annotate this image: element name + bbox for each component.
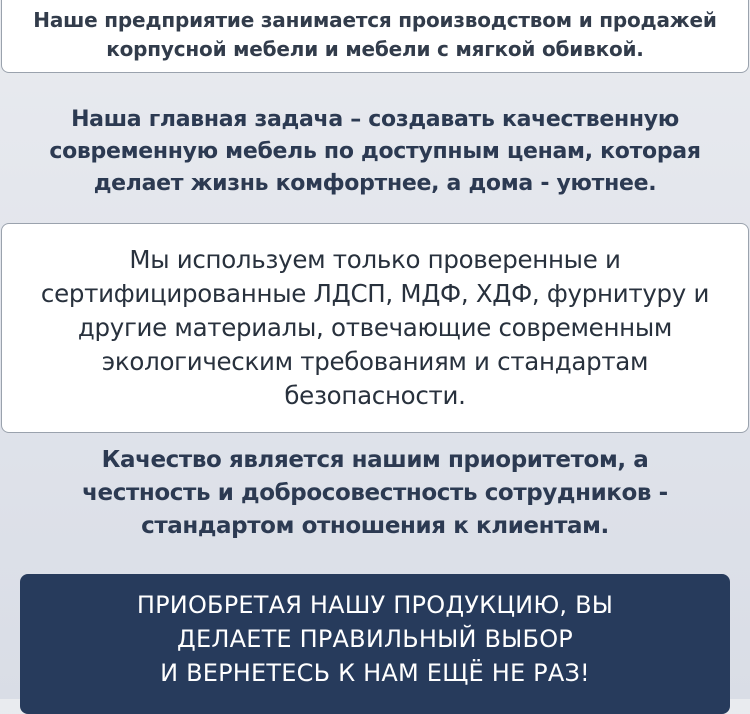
mission-line: современную мебель по доступным ценам, которая: [49, 139, 701, 164]
banner-line: ДЕЛАЕТЕ ПРАВИЛЬНЫЙ ВЫБОР: [177, 625, 573, 653]
materials-card: [1, 223, 749, 433]
quality-line: честность и добросовестность сотрудников -: [82, 480, 668, 506]
materials-text: [41, 243, 709, 413]
quality-line: Качество является нашим приоритетом, а: [101, 447, 649, 473]
materials-line: сертифицированные ЛДСП, МДФ, ХДФ, фурнитуру и: [40, 279, 710, 308]
intro-text: [33, 6, 716, 64]
materials-line: Мы используем только проверенные и: [129, 245, 621, 274]
quality-text: [0, 444, 750, 543]
intro-card: [1, 0, 749, 73]
mission-line: делает жизнь комфортнее, а дома - уютнее.: [93, 171, 657, 196]
call-to-action-banner: [20, 574, 730, 714]
materials-line: безопасности.: [284, 381, 466, 410]
materials-line: экологическим требованиям и стандартам: [101, 347, 649, 376]
intro-line: корпусной мебели и мебели с мягкой обивкой.: [106, 37, 644, 61]
banner-text: [137, 588, 613, 690]
quality-line: стандартом отношения к клиентам.: [141, 513, 609, 539]
mission-text: [0, 104, 750, 200]
mission-line: Наша главная задача – создавать качественную: [71, 107, 679, 132]
intro-line: Наше предприятие занимается производством и продажей: [33, 8, 717, 32]
banner-line: ПРИОБРЕТАЯ НАШУ ПРОДУКЦИЮ, ВЫ: [136, 591, 614, 619]
materials-line: другие материалы, отвечающие современным: [77, 313, 673, 342]
mission-block: [0, 104, 750, 200]
quality-block: [0, 444, 750, 543]
banner-line: И ВЕРНЕТЕСЬ К НАМ ЕЩЁ НЕ РАЗ!: [160, 659, 590, 687]
